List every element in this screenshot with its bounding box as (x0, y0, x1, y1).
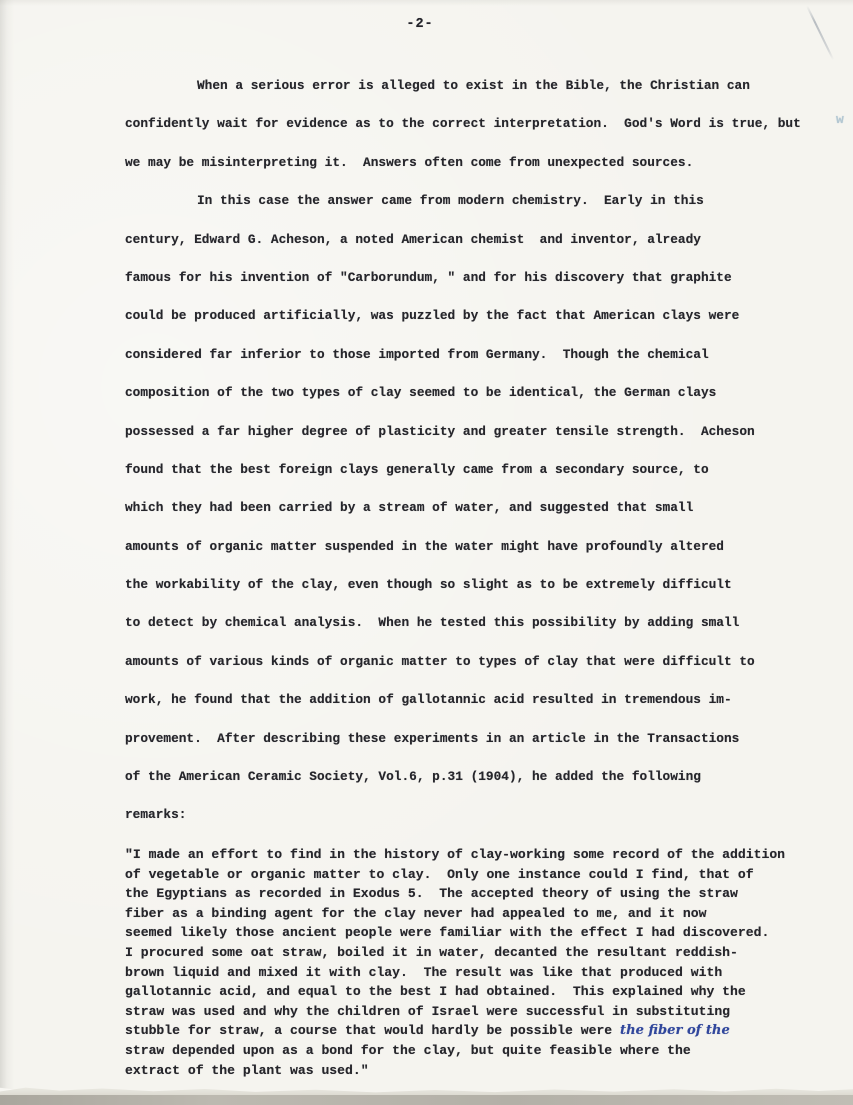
quote-line: of vegetable or organic matter to clay. Only one instance could I find, that of (125, 866, 754, 882)
body-text (125, 67, 835, 835)
body-line: of the American Ceramic Society, Vol.6, p.31 (1904), he added the following (125, 769, 701, 785)
body-line: provement. After describing these experiments in an article in the Transactions (125, 730, 740, 746)
quote-line-pre: stubble for straw, a course that would hardly be possible were (125, 1023, 621, 1039)
body-line: found that the best foreign clays generally came from a secondary source, to (125, 461, 709, 477)
quote-line: straw was used and why the children of Israel were successful in substituting (125, 1003, 731, 1019)
body-line: the workability of the clay, even though so slight as to be extremely difficult (125, 577, 732, 593)
body-line: amounts of organic matter suspended in the water might have profoundly altered (125, 538, 724, 554)
ghost-typewriter-mark: w (836, 112, 844, 127)
quote-line: brown liquid and mixed it with clay. The result was like that produced with (125, 964, 723, 980)
body-line: we may be misinterpreting it. Answers often come from unexpected sources. (125, 154, 694, 170)
body-line: which they had been carried by a stream of water, and suggested that small (125, 500, 694, 516)
block-quote (125, 845, 835, 1080)
quote-line: gallotannic acid, and equal to the best I had obtained. This explained why the (125, 984, 746, 1000)
body-line: could be produced artificially, was puzzled by the fact that American clays were (125, 308, 740, 324)
body-line: In this case the answer came from modern chemistry. Early in this (197, 193, 704, 209)
body-line: remarks: (125, 807, 187, 823)
body-line: When a serious error is alleged to exist in the Bible, the Christian can (197, 78, 750, 93)
quote-line: extract of the plant was used." (125, 1062, 369, 1078)
quote-line: "I made an effort to find in the history of clay-working some record of the addition (125, 847, 786, 862)
scan-background-band (0, 1095, 853, 1105)
quote-line: I procured some oat straw, boiled it in water, decanted the resultant reddish- (125, 944, 738, 960)
quote-line: seemed likely those ancient people were familiar with the effect I had discovered. (125, 925, 770, 941)
quote-line: fiber as a binding agent for the clay never had appealed to me, and it now (125, 905, 707, 921)
quote-line-with-emphasis (125, 1021, 835, 1041)
emphasized-phrase: the fiber of the (620, 1023, 730, 1039)
body-line: famous for his invention of "Carborundum, " and for his discovery that graphite (125, 269, 732, 285)
body-line: work, he found that the addition of gallotannic acid resulted in tremendous im- (125, 692, 732, 708)
body-line: amounts of various kinds of organic matter to types of clay that were difficult to (125, 653, 755, 669)
body-line: composition of the two types of clay seemed to be identical, the German clays (125, 385, 717, 401)
page-number: -2- (406, 17, 434, 32)
scan-scratch-artifact (806, 6, 834, 61)
body-line: considered far inferior to those imported from Germany. Though the chemical (125, 346, 709, 362)
quote-line: the Egyptians as recorded in Exodus 5. The accepted theory of using the straw (125, 886, 738, 902)
body-line: confidently wait for evidence as to the correct interpretation. God's Word is true, but (125, 116, 801, 132)
body-line: century, Edward G. Acheson, a noted American chemist and inventor, already (125, 231, 701, 247)
body-line: to detect by chemical analysis. When he tested this possibility by adding small (125, 615, 740, 631)
quote-line: straw depended upon as a bond for the clay, but quite feasible where the (125, 1042, 691, 1058)
body-line: possessed a far higher degree of plasticity and greater tensile strength. Acheson (125, 423, 755, 439)
